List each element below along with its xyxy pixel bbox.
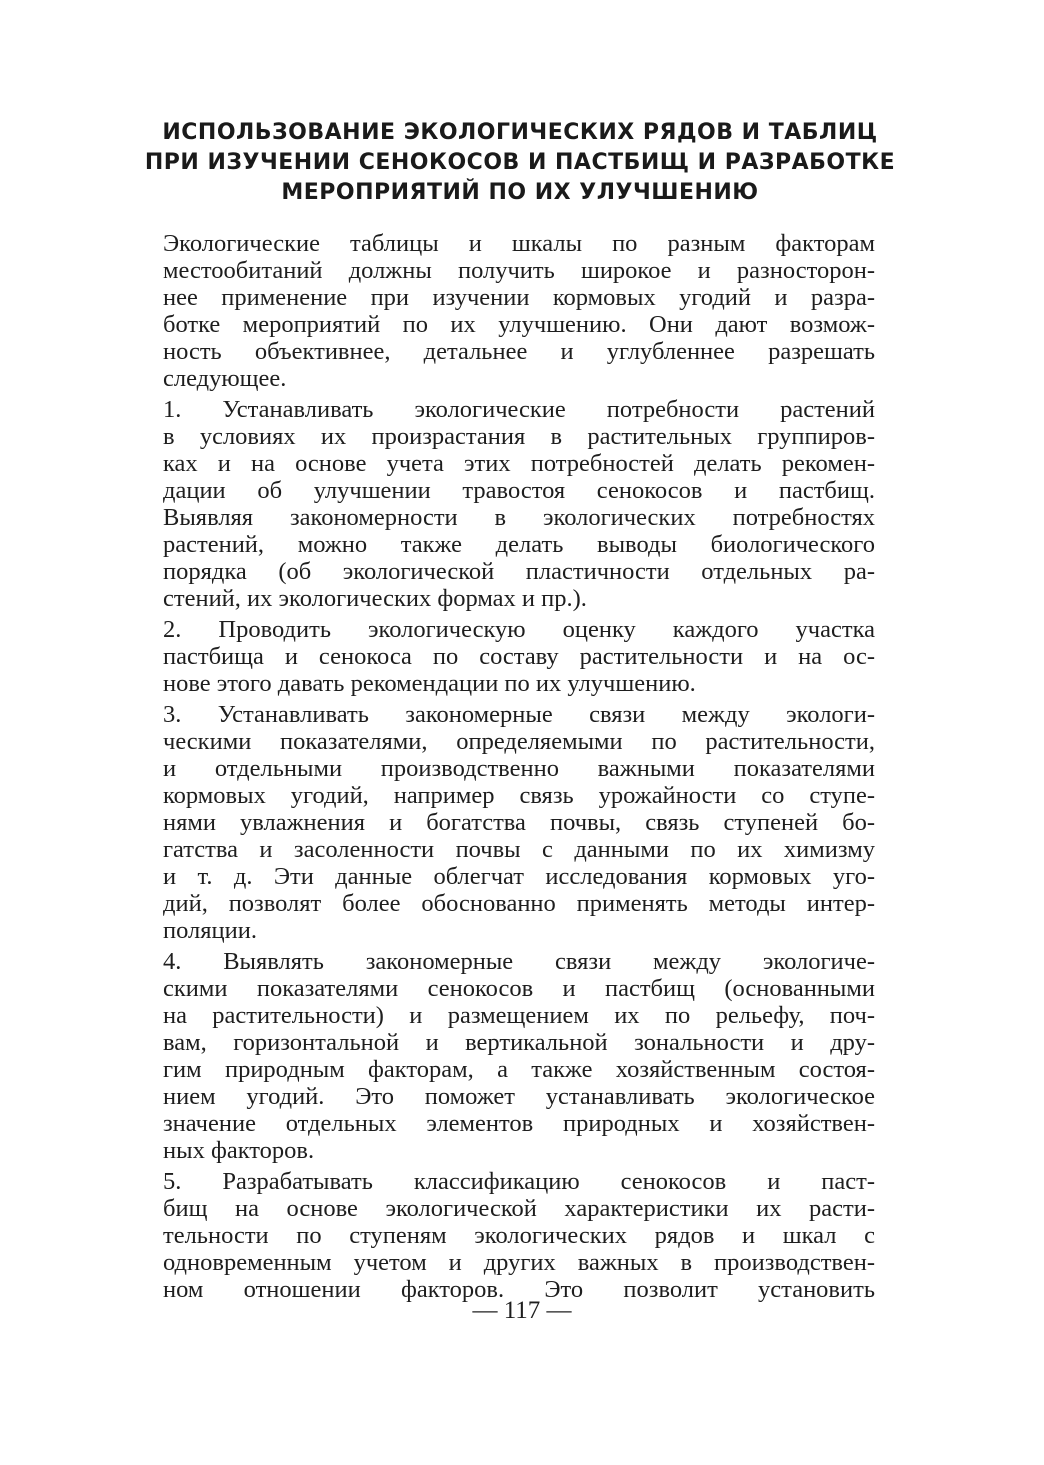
heading-line: ИСПОЛЬЗОВАНИЕ ЭКОЛОГИЧЕСКИХ РЯДОВ И ТАБЛИЦ (162, 120, 878, 145)
text-line: дий, позволят более обоснованно применять методы интер- (163, 890, 875, 917)
text-line: нее применение при изучении кормовых угодий и разра- (163, 284, 875, 311)
text-line: стений, их экологических формах и пр.). (163, 585, 587, 612)
text-line: гатства и засоленности почвы с данными по их химизму (163, 836, 875, 863)
text-line: ных факторов. (163, 1137, 315, 1164)
text-line: Экологические таблицы и шкалы по разным факторам (163, 230, 875, 257)
paragraph-intro (163, 230, 875, 392)
text-line: на растительности) и размещением их по рельефу, поч- (163, 1002, 875, 1029)
text-line: ность объективнее, детальнее и углубленнее разрешать (163, 338, 875, 365)
text-line: кормовых угодий, например связь урожайности со ступе- (163, 782, 875, 809)
text-line: ном отношении факторов. Это позволит установить (163, 1276, 875, 1303)
body-text (163, 230, 875, 1307)
heading-line: ПРИ ИЗУЧЕНИИ СЕНОКОСОВ И ПАСТБИЩ И РАЗРАБОТКЕ (144, 150, 896, 175)
text-line: 2. Проводить экологическую оценку каждого участка (163, 616, 875, 643)
text-line: ках и на основе учета этих потребностей делать рекомен- (163, 450, 875, 477)
text-line: местообитаний должны получить широкое и разносторон- (163, 257, 875, 284)
paragraph-item-3 (163, 701, 875, 944)
text-line: в условиях их произрастания в растительных группиров- (163, 423, 875, 450)
text-line: вам, горизонтальной и вертикальной зональности и дру- (163, 1029, 875, 1056)
text-line: и т. д. Эти данные облегчат исследования кормовых уго- (163, 863, 875, 890)
text-line: 5. Разрабатывать классификацию сенокосов и паст- (163, 1168, 875, 1195)
paragraph-item-2 (163, 616, 875, 697)
text-line: поляции. (163, 917, 257, 944)
text-line: ботке мероприятий по их улучшению. Они дают возмож- (163, 311, 875, 338)
text-line: гим природным факторам, а также хозяйственным состоя- (163, 1056, 875, 1083)
paragraph-item-5 (163, 1168, 875, 1303)
text-line: Выявляя закономерности в экологических потребностях (163, 504, 875, 531)
text-line: скими показателями сенокосов и пастбищ (основанными (163, 975, 875, 1002)
text-line: одновременным учетом и других важных в производствен- (163, 1249, 875, 1276)
text-line: 4. Выявлять закономерные связи между экологиче- (163, 948, 875, 975)
paragraph-item-1 (163, 396, 875, 612)
paragraph-item-4 (163, 948, 875, 1164)
text-line: значение отдельных элементов природных и хозяйствен- (163, 1110, 875, 1137)
text-line: и отдельными производственно важными показателями (163, 755, 875, 782)
text-line: бищ на основе экологической характеристики их расти- (163, 1195, 875, 1222)
text-line: дации об улучшении травостоя сенокосов и пастбищ. (163, 477, 875, 504)
page-number: — 117 — (472, 1297, 572, 1324)
text-line: нями увлажнения и богатства почвы, связь ступеней бо- (163, 809, 875, 836)
text-line: пастбища и сенокоса по составу растительности и на ос- (163, 643, 875, 670)
text-line: тельности по ступеням экологических рядов и шкал с (163, 1222, 875, 1249)
text-line: 1. Устанавливать экологические потребности растений (163, 396, 875, 423)
text-line: 3. Устанавливать закономерные связи между экологи- (163, 701, 875, 728)
chapter-heading (140, 118, 900, 208)
heading-line: МЕРОПРИЯТИЙ ПО ИХ УЛУЧШЕНИЮ (281, 180, 759, 205)
text-line: нием угодий. Это поможет устанавливать экологическое (163, 1083, 875, 1110)
text-line: ческими показателями, определяемыми по растительности, (163, 728, 875, 755)
text-line: нове этого давать рекомендации по их улучшению. (163, 670, 696, 697)
text-line: следующее. (163, 365, 287, 392)
text-line: порядка (об экологической пластичности отдельных ра- (163, 558, 875, 585)
text-line: растений, можно также делать выводы биологического (163, 531, 875, 558)
